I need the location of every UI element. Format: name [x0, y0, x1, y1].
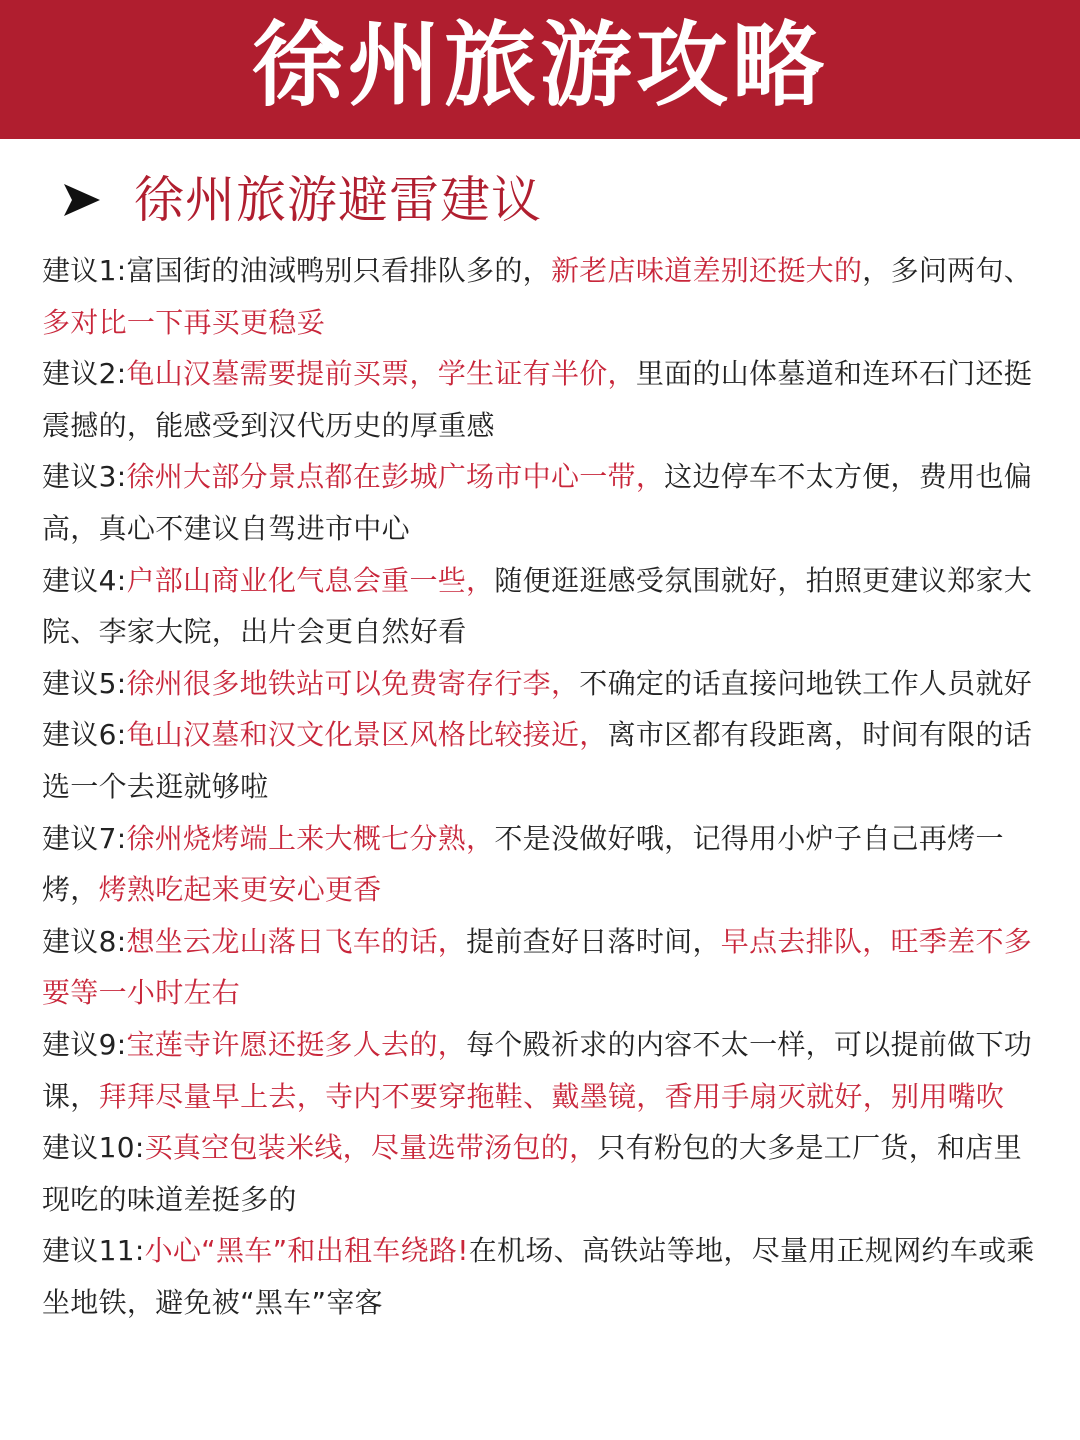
- tip-item: [42, 1019, 1042, 1122]
- tip-text: 不确定的话直接问地铁工作人员就好: [579, 666, 1033, 700]
- tip-text: 里面的山体墓道和连环石门还挺震撼的，能感受到汉代历史的厚重感: [42, 357, 1033, 442]
- tip-highlight: 龟山汉墓和汉文化景区风格比较接近，: [126, 718, 608, 752]
- tip-highlight: 烤熟吃起来更安心更香: [98, 873, 382, 907]
- tip-highlight: 小心“黑车”和出租车绕路!: [144, 1234, 469, 1268]
- tip-item: [42, 348, 1042, 451]
- tip-item: [42, 451, 1042, 554]
- tip-highlight: 拜拜尽量早上去，寺内不要穿拖鞋、戴墨镜，香用手扇灭就好，别用嘴吹: [98, 1079, 1005, 1113]
- tip-text: 建议9:: [42, 1027, 127, 1061]
- tip-text: 建议7:: [42, 821, 127, 855]
- tip-item: [42, 1225, 1042, 1328]
- section-title: 徐州旅游避雷建议: [134, 171, 542, 229]
- tip-text: 建议6:: [42, 718, 127, 752]
- tip-item: [42, 709, 1042, 812]
- tip-text: 提前查好日落时间，: [466, 924, 721, 958]
- tip-highlight: 徐州烧烤端上来大概七分熟，: [126, 821, 495, 855]
- tip-highlight: 新老店味道差别还挺大的: [550, 254, 863, 287]
- tip-item: [42, 813, 1042, 916]
- tip-highlight: 买真空包装米线，尽量选带汤包的，: [144, 1131, 598, 1165]
- title-banner: [0, 0, 1080, 139]
- tip-text: 建议1:富国街的油淢鸭别只看排队多的，: [42, 254, 551, 287]
- tip-highlight: 宝莲寺许愿还挺多人去的，: [126, 1027, 467, 1061]
- tip-text: 离市区都有段距离，时间有限的话选一个去逛就够啦: [42, 718, 1033, 803]
- tip-highlight: 早点去排队，旺季差不多要等一小时左右: [42, 924, 1033, 1010]
- tip-text: 建议10:: [42, 1131, 145, 1165]
- tip-text: 建议2:: [42, 357, 127, 391]
- tip-text: 建议4:: [42, 563, 127, 597]
- tip-text: 只有粉包的大多是工厂货，和店里现吃的味道差挺多的: [42, 1131, 1022, 1216]
- tips-list: [42, 245, 1042, 1328]
- tip-text: 在机场、高铁站等地，尽量用正规网约车或乘坐地铁，避免被“黑车”宰客: [42, 1234, 1035, 1319]
- tip-text: 建议11:: [42, 1234, 145, 1268]
- tip-item: [42, 555, 1042, 658]
- tip-highlight: 想坐云龙山落日飞车的话，: [126, 924, 467, 958]
- tip-highlight: 龟山汉墓需要提前买票，学生证有半价，: [126, 357, 636, 391]
- tip-text: 建议8:: [42, 924, 127, 958]
- tip-text: 这边停车不太方便，费用也偏高，真心不建议自驾进市中心: [42, 460, 1033, 545]
- tip-highlight: 户部山商业化气息会重一些，: [126, 563, 495, 597]
- tip-text: 每个殿祈求的内容不太一样，可以提前做下功课，: [42, 1027, 1033, 1113]
- tip-text: 不是没做好哦，记得用小炉子自己再烤一烤，: [42, 821, 1004, 907]
- tip-text: 建议3:: [42, 460, 127, 494]
- tip-text: ，多问两句、: [862, 254, 1033, 287]
- tip-item: [42, 916, 1042, 1019]
- tip-highlight: 徐州很多地铁站可以免费寄存行李，: [126, 666, 580, 700]
- tip-text: 随便逛逛感受氛围就好，拍照更建议郑家大院、李家大院，出片会更自然好看: [42, 563, 1033, 649]
- tip-highlight: 徐州大部分景点都在彭城广场市中心一带，: [126, 460, 665, 494]
- tip-item: [42, 245, 1042, 348]
- section-heading: [62, 165, 542, 235]
- arrow-right-icon: [62, 182, 102, 218]
- page-title: 徐州旅游攻略: [251, 11, 828, 119]
- tip-text: 建议5:: [42, 666, 127, 700]
- tip-item: [42, 1122, 1042, 1225]
- tip-item: [42, 658, 1042, 710]
- tip-highlight: 多对比一下再买更稳妥: [42, 305, 326, 339]
